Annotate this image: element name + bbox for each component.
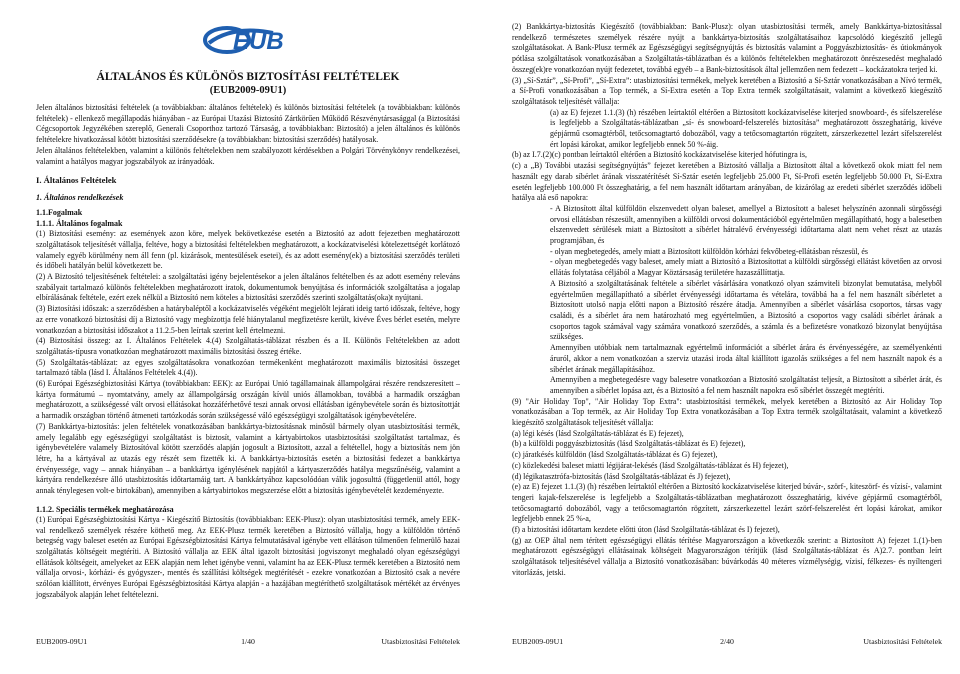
special-product-2: (2) Bankkártya-biztosítás Kiegészítő (továbbiakban: Bank-Plusz): olyan utasbiztosítási termék, amely Bankkártya-biztosítással rendelkező természetes személyek részére nyújt a bankkártya-biztosítás szolgáltatásaihoz kapcsolódó kiegészítő jellegű szolgáltatásokat. A Bank-Plusz termék az Egészségügyi segítségnyújtás és biztosítás valamint a Poggyászbiztosítás- és útiokmányok pótlása szolgáltatások vonatkozásában a Szolgáltatás-táblázatban és a különös feltételekben meghatározott önrészesedést meghaladó összeg(ek)re vonatkozóan nyújt fedezetet, továbbá egyéb – a Bank-biztosítások által jellemzően nem fedezett – kockázatokra terjed ki. — [512, 22, 942, 74]
definition-7: (7) Bankkártya-biztosítás: jelen feltételek vonatkozásában bankkártya-biztosításnak minősül bármely olyan utasbiztosítási termék, amely legalább egy egészségügyi szolgáltatást is biztosít, valamint a kártyabirtokos utasbiztosítási szolgáltatást tartalmaz, és igénybevételére valamely Biztosítóval kötött szerződés alapján jogosult a Biztosított, azzal a feltétellel, hogy a biztosítás nem jön létre, ha a kártyával az utazás egy részét sem fizették ki. A bankkártya-biztosítás esetén a biztosítási fedezet a bankkártya érvényessége, vagy – annak hiányában – a bankkártya igénylésének napjától a kártyaszerződés hatálya megszűnéséig, valamint a kártyára rendelkezésre álló utasbiztosítás időtartamáig tart. A bankkártyához kapcsolódóan válik jogosulttá (függetlenül attól, hogy annak ténylegesen volt-e birtokában), amennyiben a kártyabirtokos megszerzése előtt a biztosítás igénybevételét kezdeményezte. — [36, 421, 460, 496]
footer-code: EUB2009-09U1 — [512, 637, 564, 646]
air-item-c1: (c) járatkésés külföldön (lásd Szolgáltatás-táblázat és G) fejezet), — [512, 450, 718, 460]
ski-item-b: (b) az I.7.(2)(c) pontban leírtaktól eltérően a Biztosító kockázatviselése kiterjed hófutingra is, — [512, 150, 807, 160]
ski-bullet-1: - A Biztosított által külföldön elszenvedett olyan baleset, amellyel a Biztosított a baleset helyszínén azonnali sürgősségi orvosi ellátásban részesült, amennyiben a külföldi orvosi dokumentációból egyértelműen megállapítható, hogy a balesetben elszenvedett sérülések miatt a Biztosított a síbérlet hátralévő érvényességi időtartama alatt nem vehet részt az utazás programjában, és — [550, 203, 942, 246]
page-footer — [36, 637, 460, 646]
footer-title: Utasbiztosítási Feltételek — [863, 637, 942, 646]
air-item-a: (a) légi késés (lásd Szolgáltatás-táblázat és E) fejezet), — [512, 428, 684, 438]
fogalmak-heading: 1.1.Fogalmak — [36, 208, 83, 218]
intro-paragraph-2: Jelen általános feltételekben, valamint a különös feltételekben nem szabályozott kérdésekben a Polgári Törvénykönyv rendelkezései, valamint a hatályos magyar jogszabályok az irányadóak. — [36, 145, 460, 166]
footer-page-number: 2/40 — [720, 637, 734, 646]
footer-page-number: 1/40 — [241, 637, 255, 646]
special-product-3: (3) „Sí-Sztár”, „Sí-Profi”, „Sí-Extra”: utasbiztosítási termékek, melyek keretében a Biztosító a Sí-Sztár vonatkozásában a Nívó termék, a Sí-Profi vonatkozásában a Top termék, a Sí-Extra esetén a Top Extra termék szolgáltatásait, valamint a következő kiegészítő szolgáltatások teljesítését vállalja: — [512, 75, 942, 106]
page-2 — [480, 0, 960, 674]
logo-text: EUB — [233, 28, 284, 55]
eub-logo — [36, 22, 460, 58]
ski-item-a: (a) az E) fejezet 1.1.(3) (h) részében leírtaktól eltérően a Biztosított kockázatviselése kiterjed snowboard-, és sífelszerelése is legfeljebb a Szolgáltatás-táblázatban „sí- és snowboard-felszerelés biztosítása” meghatározott összeghatárig, kivéve gépjármű csomagtérből, tetőcsomagtartó dobozából, vagy a tetőcsomagtartón rögzített, zárszerkezettel lezárt sífelszerelést ért lopási károkat, amikor legfeljebb ennek 50 %-áig. — [550, 107, 942, 149]
definition-4: (4) Biztosítási összeg: az I. Általános Feltételek 4.(4) Szolgáltatás-táblázat részben és a II. Különös Feltételekben az adott szolgáltatás-típusra vonatkozóan meghatározott maximális biztosítási összeg értéke. — [36, 336, 460, 356]
definition-3: (3) Biztosítási időszak: a szerződésben a határybaléptől a kockázatviselés végéként megjelölt lejárati ideig tartó időszak, feltéve, hogy az erre vonatkozó biztosítási díj a Biztosító vagy megbízottja felé hiánytalanul megfizetésre került, kivéve Éves bérlet esetén, melyre vonatkozóan a biztosítási időszakot a 11.2.5-ben leírtak szerint kell értelmezni. — [36, 304, 460, 335]
definition-6: (6) Európai Egészségbiztosítási Kártya (továbbiakban: EEK): az Európai Unió tagállamainak állampolgárai részére rendszeresített – kártya formátumú – nyomtatvány, amely az állampolgárság országán kívül uniós államokban, továbbá a harmadik országban meghatározott, a szükségessé vált orvosi ellátásokat hozzáférhetővé teszi annak orvosi ellátásban igénybevétele során és biztosítottját a harmadik országban történő átmeneti tartózkodás során szükségessé váló egészségügyi szolgáltatások igénybevételére. — [36, 379, 460, 421]
special-product-1: (1) Európai Egészségbiztosítási Kártya - Kiegészítő Biztosítás (továbbiakban: EEK-Plusz): olyan utasbiztosítási termék, amely EEK-val rendelkező személyek részére köthető meg. Az EEK-Plusz termék keretében a Biztosító vállalja, hogy a külföldön történő betegség vagy baleset esetén az Európai Egészségbiztosítási Kártya felmutatásával igénybe vett ellátáson túlmenően felmerülő hazai szolgáltatás költségeit megtéríti. A Biztosító vállalja az EEK által igazolt biztosítási jogviszonyt meghaladó olyan egészségügyi ellátások költségeit, amelyeket az EEK alapján nem lehet igénybe venni, valamint ha az EEK-Plusz termék keretében a Biztosító nem vállalja orvosi-, kórházi- és gyógyszer-, mentés és szállítási költségek megtérítését - ezekre vonatkozóan a Biztosító csak a nevére szólóan kiállított, érvényes Európai Egészségbiztosítási Kártya alapján - a hazájában megtéríthető szolgáltatások mértékét az érvényes jogszabályok alapján lehet feltételezni. — [36, 514, 460, 599]
intro-paragraph: Jelen általános biztosítási feltételek (a továbbiakban: általános feltételek) és különös biztosítási feltételek (a továbbiakban: különös feltételek) - ellenkező megállapodás hiányában - az Európai Utazási Biztosító Zártkörűen Működő Részvénytársasággal (a Biztosítási Cégcsoportok Jegyzékében szereplő, Generali Csoporthoz tartozó Társaság, a továbbiakban: Biztosító) a jelen általános és különös feltételekre hivatkozással kötött biztosítási szerződésekre (a továbbiakban: biztosítási szerződés) hatályosak. — [36, 103, 460, 145]
ski-bullet-3: - olyan megbetegedés vagy baleset, amely miatt a Biztosító a Biztosítottat a külföldi sürgősségi ellátást követően az orvosi ellátás folytatása céljából a Magyar Köztársaság területére hazaszállíttatja. — [550, 257, 942, 278]
air-item-c2: (c) közlekedési baleset miatti légijárat-lekésés (lásd Szolgáltatás-táblázat és H) fejezet), — [512, 460, 789, 470]
eub-logo-icon — [203, 23, 293, 57]
subsection-heading: 1. Általános rendelkezések — [36, 193, 124, 203]
ski-paragraph-1: A Biztosító a szolgáltatásának feltétele a síbérlet vásárlására vonatkozó olyan számviteli bizonylat bemutatása, melyből egyértelműen megállapítható a síbérlet érvényességi időtartama és vételára, továbbá ha a fel nem használt síbérletet a Biztosított utolsó napja előtti napon a Biztosító részére átadja. Amennyiben a síbérlet vásárlása csoportos, társas vagy családi, és a síbérlet ára nem határozható meg egyértelműen, a Biztosító a csoportos vagy családi síbérlet árának a csoportos tagok számával vagy számára vonatkozó szerződés, a számla és a befizetésre vonatkozó bizonylat benyújtása szükséges. — [550, 278, 942, 342]
footer-title: Utasbiztosítási Feltételek — [381, 637, 460, 646]
ski-paragraph-2: Amennyiben utóbbiak nem tartalmaznak egyértelmű információt a síbérlet árára és érvényességére, az személyenkénti áruról, akkor a nem vonatkozóan a szerviz utazási iroda által kiállított igazolás szükséges a fel nem használt napok és a síbérlet árának megállapításához. — [550, 343, 942, 374]
page-footer — [512, 637, 942, 646]
footer-code: EUB2009-09U1 — [36, 637, 88, 646]
air-holiday-product: (9) "Air Holiday Top", "Air Holiday Top Extra": utasbiztosítási termékek, melyek keretében a Biztosító az Air Holiday Top vonatkozásában a Top termék, az Air Holiday Top Extra vonatkozásában a Top Extra termék szolgáltatásait, valamint a következő kiegészítő szolgáltatások teljesítését vállalja: — [512, 396, 942, 428]
ski-paragraph-3: Amennyiben a megbetegedésre vagy balesetre vonatkozóan a Biztosító szolgáltatást teljesít, a Biztosított a síbérlet árát, és amennyiben a síbérlet lopása azt, és a Biztosító a fel nem használt napokra eső síbérlet összegét megtéríti. — [550, 375, 942, 395]
definition-5: (5) Szolgáltatás-táblázat: az egyes szolgáltatásokra vonatkozóan termékenként meghatározott maximális biztosítási összeget tartalmazó tábla (lásd I. Általános Feltételek 4.(4)). — [36, 357, 460, 378]
document-title: ÁLTALÁNOS ÉS KÜLÖNÖS BIZTOSÍTÁSI FELTÉTELEK — [96, 71, 400, 83]
air-item-b: (b) a külföldi poggyászbiztosítás (lásd Szolgáltatás-táblázat és E) fejezet), — [512, 439, 746, 449]
section-heading: I. Általános Feltételek — [36, 175, 117, 186]
ski-item-c: (c) a „B) További utazási segítségnyújtás” fejezet keretében a Biztosító vállalja a Biztosított által a következő okok miatt fel nem használt egy darab síbérlet árának visszatérítését Sí-Sztár esetén legfeljebb 25.000 Ft, Sí-Profi esetén legfeljebb 50.000 Ft, Sí-Extra esetén legfeljebb 100.000 Ft összeghatárig, a fel nem használt időtartam arányában, de kizárólag az eredeti síbérlet szerződés időbeli hatálya alá eső napokra: — [512, 161, 942, 203]
special-products-heading: 1.1.2. Speciális termékek meghatározása — [36, 504, 174, 514]
definition-1: (1) Biztosítási esemény: az események azon köre, melyek bekövetkezése esetén a Biztosító az adott fejezetben meghatározott szolgáltatások teljesítését vállalja, feltéve, hogy a biztosítási feltételekben meghatározott, a kockázatviselési kötelezettségét korlátozó valamely egyéb körülmény nem áll fenn (pl. kizárások, mentesülések esetei), és az adott esemény(ek) a biztosítási szerződés területi és időbeli hatályán belül következett be. — [36, 229, 460, 271]
definition-2: (2) A Biztosító teljesítésének feltételei: a szolgáltatási igény bejelentésekor a jelen általános feltételben és az adott esemény releváns szabályait tartalmazó különös feltételekben meghatározott iratok, dokumentumok benyújtása és információk szolgáltatása a jogalap elbírálásának feltétele, ezért ezek nélkül a Biztosító nem köteles a biztosítási szerződés szerinti szolgáltatás(oka)t nyújtani. — [36, 272, 460, 303]
air-item-d: (d) légikatasztrófa-biztosítás (lásd Szolgáltatás-táblázat és J) fejezet), — [512, 471, 731, 481]
air-item-e: (e) az E) fejezet 1.1.(3) (h) részében leírtaktól eltérően a Biztosító kockázatviselése kiterjed búvár-, szörf-, kiteszörf- és vízisí-, valamint tengeri kajak-felszerelése is legfeljebb a Szolgáltatás-táblázatban meghatározott összeghatárig, kivéve gépjármű csomagtérből, tetőcsomagtartó dobozából, vagy a tetőcsomagtartón rögzített, zárszerkezettel lezárt szörf-felszerelést ért lopási károkat, amikor legfeljebb ennek 25 %-a, — [512, 482, 942, 524]
ski-bullet-2: - olyan megbetegedés, amely miatt a Biztosított külföldön kórházi fekvőbeteg-ellátásban részesül, és — [550, 246, 868, 256]
air-item-g: (g) az OEP által nem térített egészségügyi ellátás térítése Magyarországon a következők szerint: a Biztosított A) fejezet 1.(1)-ben meghatározott egészségügyi ellátásainak költségeit Magyarországon térítjük (lásd Szolgáltatás-táblázat és A)2.7. pontban leírt szolgáltatások teljesítésével vállalja a Biztosító vonatkozásában: búvárkodás 40 méteres vízmélységig, vízisí, félkezes- és nyíltengeri vitorlázás, jetski. — [512, 535, 942, 577]
document-code: (EUB2009-09U1) — [209, 85, 287, 96]
altalanos-fogalmak-heading: 1.1.1. Általános fogalmak — [36, 219, 123, 229]
air-item-f: (f) a biztosítási időtartam kezdete előtti úton (lásd Szolgáltatás-táblázat és I) fejezet), — [512, 525, 780, 535]
